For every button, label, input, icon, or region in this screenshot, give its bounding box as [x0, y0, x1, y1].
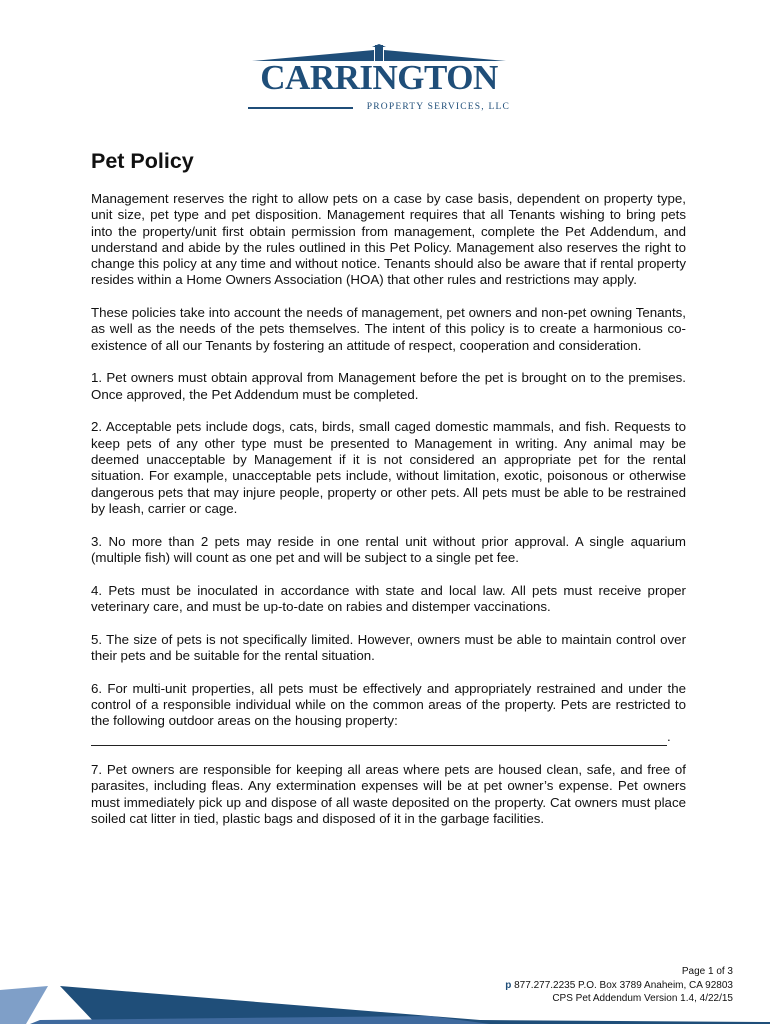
logo-divider: [248, 107, 353, 109]
rule-6: [91, 681, 686, 746]
logo-subtitle: PROPERTY SERVICES, LLC: [366, 102, 510, 112]
outdoor-areas-line: [91, 729, 686, 745]
purpose-paragraph: These policies take into account the needs of management, pet owners and non-pet owning Tenants, as well as the needs of the pets themselves. The intent of this policy is to create a harmonious co-existence of all our Tenants by fostering an attitude of respect, cooperation and consideration.: [91, 305, 686, 353]
page-title: Pet Policy: [91, 149, 194, 173]
page-number: Page 1 of 3: [681, 966, 733, 977]
logo-name: CARRINGTON: [260, 58, 498, 97]
band-light-segment: [0, 986, 48, 1024]
outdoor-areas-field[interactable]: [91, 732, 667, 746]
intro-paragraph: Management reserves the right to allow pets on a case by case basis, dependent on property type, unit size, pet type and pet disposition. Management requires that all Tenants wishing to bring pets into the property/unit first obtain permission from management, complete the Pet Addendum, and understand and abide by the rules outlined in this Pet Policy. Management also reserves the right to change this policy at any time and without notice. Tenants should also be aware that if rental property resides within a Home Owners Association (HOA) that other rules and restrictions may apply.: [91, 191, 686, 288]
rule-1: 1. Pet owners must obtain approval from Management before the pet is brought on to the premises. Once approved, the Pet Addendum must be completed.: [91, 370, 686, 402]
footer-decorative-band: [0, 980, 770, 1024]
company-logo: [248, 44, 512, 120]
phone-prefix: p: [505, 979, 512, 991]
outdoor-areas-end-mark: .: [667, 729, 671, 745]
rule-5: 5. The size of pets is not specifically limited. However, owners must be able to maintain control over their pets and be suitable for the rental situation.: [91, 631, 686, 663]
contact-details: 877.277.2235 P.O. Box 3789 Anaheim, CA 92803: [514, 979, 733, 991]
rule-4: 4. Pets must be inoculated in accordance with state and local law. All pets must receive proper veterinary care, and must be up-to-date on rabies and distemper vaccinations.: [91, 582, 686, 614]
policy-body: [91, 191, 686, 844]
version-line: CPS Pet Addendum Version 1.4, 4/22/15: [552, 993, 733, 1004]
rule-6-text: 6. For multi-unit properties, all pets must be effectively and appropriately restrained and under the control of a responsible individual while on the common areas of the property. Pets are restricted to the following outdoor areas on the housing property:: [91, 680, 686, 729]
rule-2: 2. Acceptable pets include dogs, cats, birds, small caged domestic mammals, and fish. Requests to keep pets of any other type must be presented to Management in writing. Any animal may be deemed unacceptable by Management if it is not considered an appropriate pet for the rental situation. For example, unacceptable pets include, without limitation, exotic, poisonous or otherwise dangerous pets that may injure people, property or other pets. All pets must be able to be restrained by leash, carrier or cage.: [91, 419, 686, 516]
rule-3: 3. No more than 2 pets may reside in one rental unit without prior approval. A single aquarium (multiple fish) will count as one pet and will be subject to a single pet fee.: [91, 533, 686, 565]
rule-7: 7. Pet owners are responsible for keeping all areas where pets are housed clean, safe, and free of parasites, including fleas. Any extermination expenses will be at pet owner’s expense. Pet owners must immediately pick up and dispose of all waste deposited on the property. Cat owners must place soiled cat litter in tied, plastic bags and disposed of it in the garbage facilities.: [91, 762, 686, 827]
